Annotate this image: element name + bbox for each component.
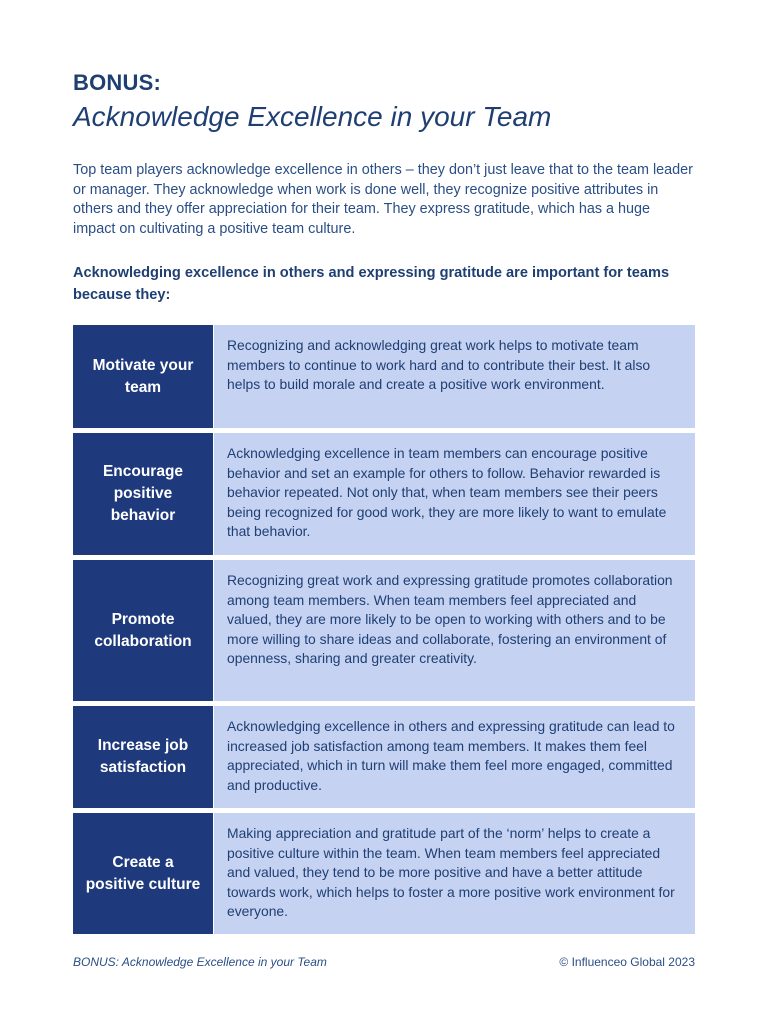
row-label: Encourage positive behavior <box>73 433 214 555</box>
row-description: Making appreciation and gratitude part of the ‘norm’ helps to create a positive culture within the team. When team members feel appreciated and valued, they tend to be more positive and have a better attitude towards work, which helps to foster a more positive work environment for everyone. <box>214 813 695 934</box>
lead-paragraph: Acknowledging excellence in others and expressing gratitude are important for teams because they: <box>73 265 670 303</box>
table-row <box>73 706 695 808</box>
row-label: Motivate your team <box>73 325 214 428</box>
row-description: Recognizing great work and expressing gratitude promotes collaboration among team members. When team members feel appreciated and valued, they are more likely to be open to working with others and to be more willing to share ideas and collaborate, fostering an environment of openness, sharing and greater creativity. <box>214 560 695 701</box>
table-row <box>73 813 695 934</box>
row-description: Acknowledging excellence in team members can encourage positive behavior and set an example for others to follow. Behavior rewarded is behavior repeated. Not only that, when team members see their peers being recognized for good work, they are more likely to want to emulate that behavior. <box>214 433 695 555</box>
table-row <box>73 433 695 555</box>
footer-title: BONUS: Acknowledge Excellence in your Team <box>73 955 327 969</box>
row-description: Recognizing and acknowledging great work helps to motivate team members to continue to work hard and to contribute their best. It also helps to build morale and create a positive work environment. <box>214 325 695 428</box>
page-title: Acknowledge Excellence in your Team <box>73 101 552 132</box>
table-row <box>73 325 695 428</box>
row-label: Create a positive culture <box>73 813 214 934</box>
row-label: Increase job satisfaction <box>73 706 214 808</box>
footer-copyright: © Influenceo Global 2023 <box>559 955 695 969</box>
benefits-table <box>73 325 695 939</box>
bonus-label: BONUS: <box>73 70 161 95</box>
row-description: Acknowledging excellence in others and expressing gratitude can lead to increased job satisfaction among team members. It makes them feel appreciated, which in turn will make them feel more engaged, committed and productive. <box>214 706 695 808</box>
table-row <box>73 560 695 701</box>
row-label: Promote collaboration <box>73 560 214 701</box>
intro-paragraph: Top team players acknowledge excellence in others – they don’t just leave that to the team leader or manager. They acknowledge when work is done well, they recognize positive attributes in others and they offer appreciation for their team. They express gratitude, which has a huge impact on cultivating a positive team culture. <box>73 162 693 237</box>
